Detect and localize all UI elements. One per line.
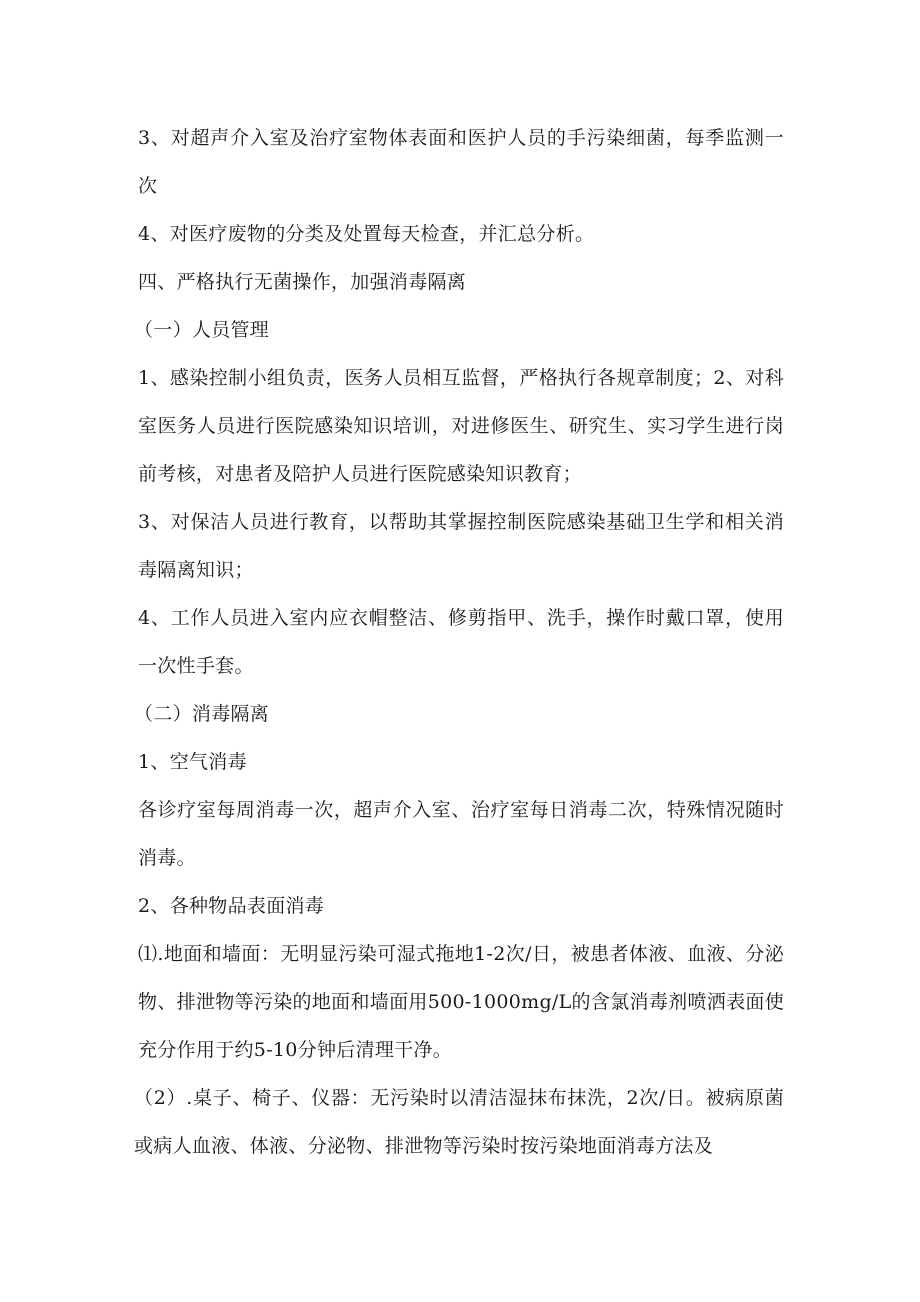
document-body xyxy=(134,114,784,1170)
subheading-surface-disinfection: 2、各种物品表面消毒 xyxy=(138,895,325,917)
subheading-personnel: （一）人员管理 xyxy=(134,319,270,341)
paragraph-staff-hygiene: 4、工作人员进入室内应衣帽整洁、修剪指甲、洗手，操作时戴口罩，使用一次性手套。 xyxy=(138,607,784,677)
paragraph-medical-waste: 4、对医疗废物的分类及处置每天检查，并汇总分析。 xyxy=(138,223,595,245)
paragraph-floor-wall: ⑴.地面和墙面：无明显污染可湿式拖地1-2次/日，被患者体液、血液、分泌物、排泄物等污染的地面和墙面用500-1000mg/L的含氯消毒剂喷洒表面使充分作用于约5-10分钟后清理干净。 xyxy=(138,943,784,1061)
paragraph-furniture-instruments: （2）.桌子、椅子、仪器：无污染时以清洁湿抹布抹洗，2次/日。被病原菌或病人血液、体液、分泌物、排泄物等污染时按污染地面消毒方法及 xyxy=(134,1087,784,1157)
section-heading-aseptic: 四、严格执行无菌操作，加强消毒隔离 xyxy=(138,271,467,293)
subheading-disinfection: （二）消毒隔离 xyxy=(134,703,270,725)
paragraph-infection-control: 1、感染控制小组负责，医务人员相互监督，严格执行各规章制度；2、对科室医务人员进行医院感染知识培训，对进修医生、研究生、实习学生进行岗前考核，对患者及陪护人员进行医院感染知识教育； xyxy=(138,367,784,485)
subheading-air-disinfection: 1、空气消毒 xyxy=(138,751,247,773)
paragraph-cleaning-staff: 3、对保洁人员进行教育，以帮助其掌握控制医院感染基础卫生学和相关消毒隔离知识； xyxy=(138,511,784,581)
paragraph-air-schedule: 各诊疗室每周消毒一次，超声介入室、治疗室每日消毒二次，特殊情况随时消毒。 xyxy=(138,799,784,869)
paragraph-monitoring-quarterly: 3、对超声介入室及治疗室物体表面和医护人员的手污染细菌，每季监测一次 xyxy=(138,127,784,197)
